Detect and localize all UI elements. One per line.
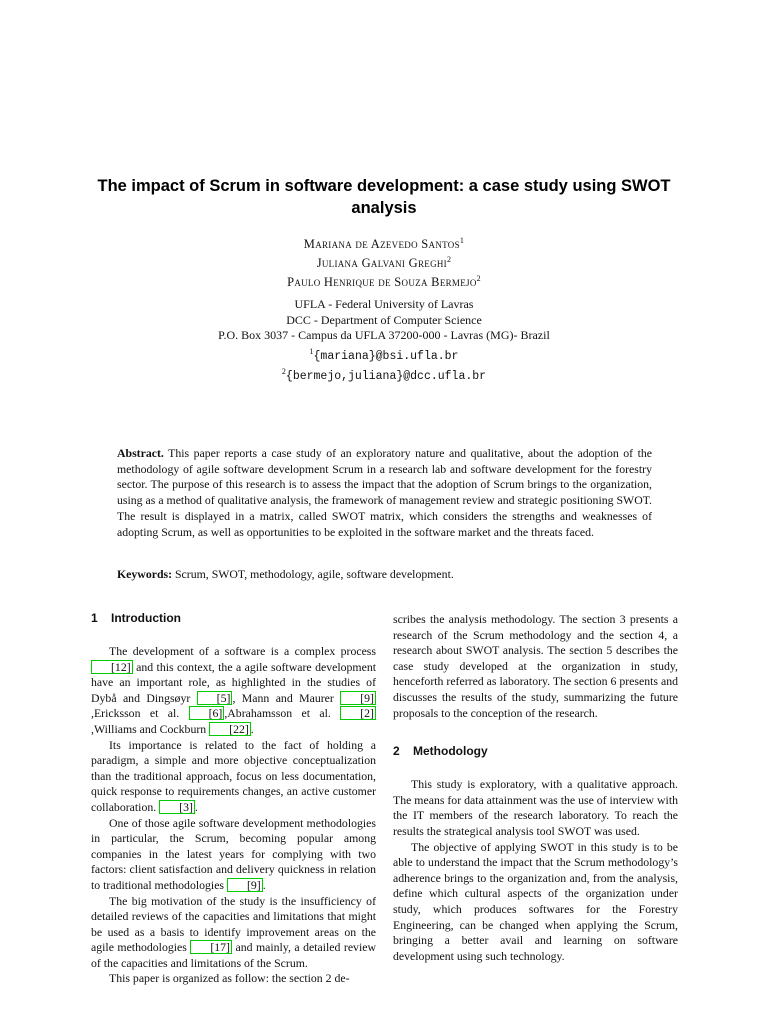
keywords: [117, 567, 652, 583]
citation-link[interactable]: [12]: [91, 660, 133, 674]
section-heading-methodology: [393, 743, 678, 759]
email-mark: 1: [309, 346, 314, 356]
abstract-text: This paper reports a case study of an exploratory nature and qualitative, about the adoption of the methodology of agile software development Scrum in a research lab and software development for the forestry sector. The purpose of this research is to assess the impact that the adoption of Scrum brings to the organization, using as a method of qualitative analysis, the framework of management review and strategic positioning SWOT. The result is displayed in a matrix, called SWOT matrix, which considers the strengths and weaknesses of adopting Scrum, as well as opportunities to be exploited in the software market and the threats faced.: [117, 446, 652, 539]
methodology-paragraph-1: This study is exploratory, with a qualitative approach. The means for data attainment was the use of interview with the IT members of the research laboratory. To reach the results the strategical analysis tool SWOT was used.: [393, 777, 678, 838]
text-run: .: [250, 721, 254, 736]
author-affil-mark: 2: [446, 255, 452, 265]
author-1: [84, 233, 684, 252]
section-title: Introduction: [111, 611, 181, 625]
section-number: 1: [91, 611, 98, 625]
citation-link[interactable]: [9]: [227, 878, 263, 892]
intro-paragraph-4: [91, 894, 376, 972]
keywords-label: Keywords:: [117, 567, 173, 581]
author-3: [84, 271, 684, 290]
citation-link[interactable]: [5]: [197, 691, 233, 705]
right-column: [393, 612, 678, 964]
email-mark: 2: [281, 367, 286, 376]
citation-link[interactable]: [9]: [340, 691, 376, 705]
section-number: 2: [393, 744, 400, 759]
text-run: ,Abrahamsson et al.: [224, 706, 341, 721]
section-heading-introduction: [91, 610, 376, 626]
affiliation-address: P.O. Box 3037 - Campus da UFLA 37200-000 - Lavras (MG)- Brazil: [218, 328, 550, 342]
text-run: ,Ericksson et al.: [91, 706, 189, 721]
citation-link[interactable]: [2]: [340, 706, 376, 720]
author-name: Paulo Henrique de Souza Bermejo: [287, 275, 477, 290]
author-name: Mariana de Azevedo Santos: [303, 237, 460, 252]
email-address[interactable]: {mariana}@bsi.ufla.br: [313, 349, 459, 363]
text-run: The big motivation of the study is the insufficiency of detailed reviews of the capacities and limitations that might be used as a basis to identify improvement areas on the agile methodologies: [91, 893, 376, 955]
intro-paragraph-5-continued: scribes the analysis methodology. The section 3 presents a research of the Scrum methodology and the section 4, a research about SWOT analysis. The section 5 describes the case study developed at the organization in study, henceforth referred as laboratory. The section 6 presents and discusses the results of the study, summarizing the future proposals to the conception of the research.: [393, 612, 678, 720]
email-address[interactable]: {bermejo,juliana}@dcc.ufla.br: [285, 370, 487, 383]
email-line-2: [84, 364, 684, 385]
author-2: [84, 252, 684, 271]
text-run: .: [194, 799, 198, 814]
citation-link[interactable]: [17]: [190, 940, 232, 954]
affiliation-department: DCC - Department of Computer Science: [286, 312, 482, 327]
affiliation-block: [84, 297, 684, 385]
intro-paragraph-2: [91, 738, 376, 816]
left-column: [91, 610, 376, 987]
intro-paragraph-1: [91, 644, 376, 738]
keywords-text: Scrum, SWOT, methodology, agile, software development.: [172, 567, 454, 581]
text-run: , Mann and Maurer: [232, 690, 341, 705]
text-run: and mainly, a detailed review of the capacities and limitations of the Scrum.: [91, 940, 376, 970]
affiliation-university: UFLA - Federal University of Lavras: [294, 297, 474, 311]
email-line-1: [84, 344, 684, 365]
intro-paragraph-5: This paper is organized as follow: the section 2 de-: [109, 971, 350, 986]
author-name: Juliana Galvani Greghi: [316, 256, 447, 271]
paper-title: The impact of Scrum in software development: a case study using SWOT analysis: [97, 177, 671, 217]
abstract: [117, 446, 652, 540]
citation-link[interactable]: [22]: [209, 722, 251, 736]
abstract-label: Abstract.: [117, 446, 164, 460]
author-affil-mark: 1: [459, 236, 465, 245]
section-title: Methodology: [413, 744, 488, 759]
author-list: [84, 233, 684, 290]
text-run: ,Williams and Cockburn: [91, 721, 210, 736]
intro-paragraph-3: [91, 816, 376, 894]
text-run: .: [262, 877, 266, 892]
text-run: and this context, the a agile software development have an important role, as highlighted in the studies of Dybå and Dingsøyr: [91, 659, 376, 705]
citation-link[interactable]: [3]: [159, 800, 195, 814]
author-affil-mark: 2: [476, 274, 481, 284]
text-run: Its importance is related to the fact of holding a paradigm, a simple and more objective conceptualization than the traditional approach, focus on less documentation, quick response to requirements changes, an active customer collaboration.: [91, 737, 376, 814]
methodology-paragraph-2: The objective of applying SWOT in this study is to be able to understand the impact that the Scrum methodology’s adherence brings to the organization and, from the analysis, define which cultural aspects of the organization under study, which produces softwares for the Forestry Engineering, can be changed when applying the Scrum, bringing a better avail and learning on software development using such technology.: [393, 839, 678, 963]
text-run: One of those agile software development methodologies in particular, the Scrum, becoming popular among companies in the latest years for complying with two factors: client satisfaction and delivery quickness in relation to traditional methodologies: [91, 815, 376, 892]
citation-link[interactable]: [6]: [189, 706, 225, 720]
text-run: The development of a software is a complex process: [109, 644, 376, 658]
